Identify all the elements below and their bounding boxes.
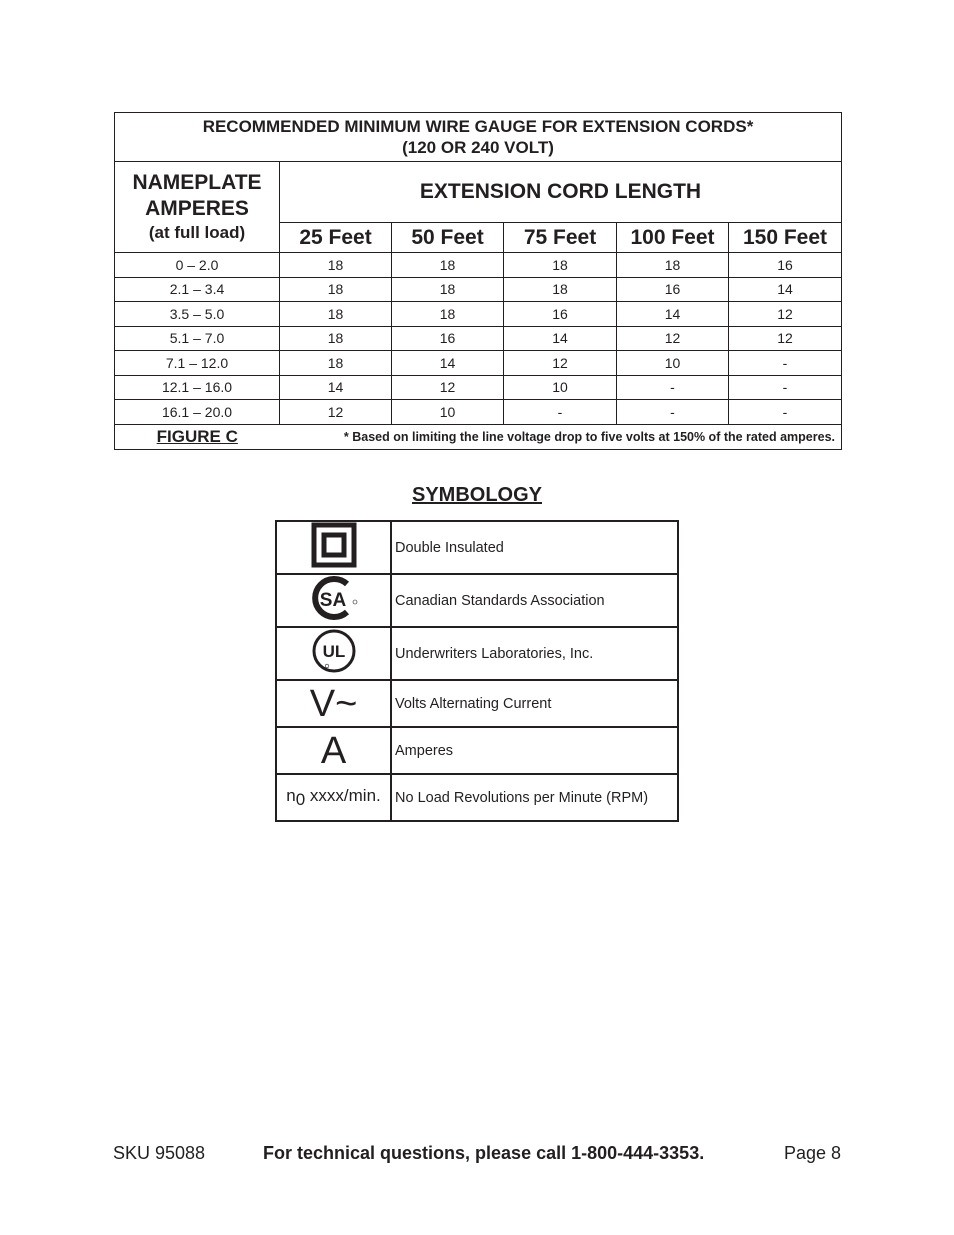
table-title [115, 113, 842, 162]
gauge-cell: 10 [504, 375, 617, 400]
ul-logo-text: UL [322, 642, 345, 661]
gauge-cell: - [617, 400, 729, 425]
gauge-cell: 14 [617, 302, 729, 327]
gauge-cell: 18 [392, 302, 504, 327]
table-row [115, 326, 842, 351]
symbol-description: Canadian Standards Association [391, 574, 678, 627]
gauge-cell: 18 [504, 253, 617, 278]
double-insulated-icon [311, 522, 357, 568]
gauge-cell: 18 [504, 277, 617, 302]
gauge-cell: 18 [280, 253, 392, 278]
gauge-cell: 10 [392, 400, 504, 425]
gauge-cell: 14 [280, 375, 392, 400]
gauge-cell: 18 [280, 326, 392, 351]
gauge-cell: 12 [504, 351, 617, 376]
gauge-cell: 12 [392, 375, 504, 400]
csa-logo-icon [309, 575, 359, 621]
gauge-cell: 16 [617, 277, 729, 302]
nameplate-amperes-header [115, 162, 280, 253]
length-header: 150 Feet [729, 223, 842, 253]
symbol-cell [276, 574, 391, 627]
figure-label-cell [115, 424, 280, 449]
length-header: 75 Feet [504, 223, 617, 253]
symbol-description: Amperes [391, 727, 678, 774]
footer-tech-support: For technical questions, please call 1-800-444-3353. [263, 1143, 705, 1163]
table-title-line2: (120 OR 240 VOLT) [402, 138, 554, 157]
symbology-row [276, 774, 678, 821]
rpm-symbol [286, 785, 381, 809]
gauge-cell: 12 [617, 326, 729, 351]
table-row [115, 351, 842, 376]
footer-page-number: Page 8 [783, 1143, 841, 1163]
figure-label: FIGURE C [156, 426, 238, 446]
symbol-cell [276, 680, 391, 727]
gauge-cell: 18 [392, 277, 504, 302]
amperage-cell: 3.5 – 5.0 [115, 302, 280, 327]
gauge-cell: 12 [729, 302, 842, 327]
symbol-description: Underwriters Laboratories, Inc. [391, 627, 678, 680]
gauge-cell: 14 [504, 326, 617, 351]
symbology-row [276, 574, 678, 627]
symbology-title: SYMBOLOGY [411, 484, 542, 506]
symbol-description: Volts Alternating Current [391, 680, 678, 727]
ul-logo-icon [311, 628, 357, 674]
amperage-cell: 0 – 2.0 [115, 253, 280, 278]
length-header: 100 Feet [617, 223, 729, 253]
volts-ac-symbol: V~ [309, 682, 358, 725]
symbol-cell [276, 774, 391, 821]
gauge-cell: 18 [280, 302, 392, 327]
table-row [115, 277, 842, 302]
gauge-cell: 16 [729, 253, 842, 278]
wire-gauge-table [114, 112, 842, 450]
gauge-cell: 18 [280, 277, 392, 302]
gauge-cell: 14 [729, 277, 842, 302]
csa-logo-text: SA [319, 590, 346, 611]
gauge-cell: 10 [617, 351, 729, 376]
symbology-row [276, 680, 678, 727]
gauge-cell: - [504, 400, 617, 425]
gauge-cell: 18 [617, 253, 729, 278]
gauge-cell: - [729, 400, 842, 425]
symbol-cell [276, 521, 391, 574]
amperes-symbol: A [320, 729, 347, 772]
amperage-cell: 2.1 – 3.4 [115, 277, 280, 302]
gauge-cell: 16 [392, 326, 504, 351]
footer-sku: SKU 95088 [113, 1143, 206, 1163]
table-row [115, 375, 842, 400]
table-title-line1: RECOMMENDED MINIMUM WIRE GAUGE FOR EXTENSION CORDS* [202, 117, 754, 136]
symbology-row [276, 727, 678, 774]
gauge-cell: 12 [280, 400, 392, 425]
amperes-label: AMPERES [145, 197, 249, 220]
extension-cord-length-header: EXTENSION CORD LENGTH [280, 162, 842, 223]
amperage-cell: 5.1 – 7.0 [115, 326, 280, 351]
rpm-symbol-suffix: xxxx/min. [305, 785, 381, 805]
symbology-table [275, 520, 679, 822]
amperage-cell: 12.1 – 16.0 [115, 375, 280, 400]
nameplate-label: NAMEPLATE [132, 171, 262, 194]
gauge-cell: 18 [280, 351, 392, 376]
table-row [115, 302, 842, 327]
table-row [115, 400, 842, 425]
full-load-label: (at full load) [148, 223, 246, 242]
symbology-row [276, 521, 678, 574]
symbol-cell [276, 727, 391, 774]
gauge-cell: 12 [729, 326, 842, 351]
rpm-symbol-main: n [286, 785, 296, 805]
gauge-cell: 14 [392, 351, 504, 376]
gauge-cell: - [729, 375, 842, 400]
length-header: 50 Feet [392, 223, 504, 253]
symbol-cell [276, 627, 391, 680]
symbology-row [276, 627, 678, 680]
gauge-cell: - [617, 375, 729, 400]
gauge-table-body [115, 253, 842, 425]
symbol-description: Double Insulated [391, 521, 678, 574]
symbol-description: No Load Revolutions per Minute (RPM) [391, 774, 678, 821]
gauge-cell: - [729, 351, 842, 376]
gauge-cell: 18 [392, 253, 504, 278]
amperage-cell: 7.1 – 12.0 [115, 351, 280, 376]
amperage-cell: 16.1 – 20.0 [115, 400, 280, 425]
rpm-symbol-sub: 0 [295, 789, 306, 809]
gauge-cell: 16 [504, 302, 617, 327]
table-row [115, 253, 842, 278]
length-header: 25 Feet [280, 223, 392, 253]
table-footnote: * Based on limiting the line voltage drop to five volts at 150% of the rated amperes. [280, 424, 842, 449]
